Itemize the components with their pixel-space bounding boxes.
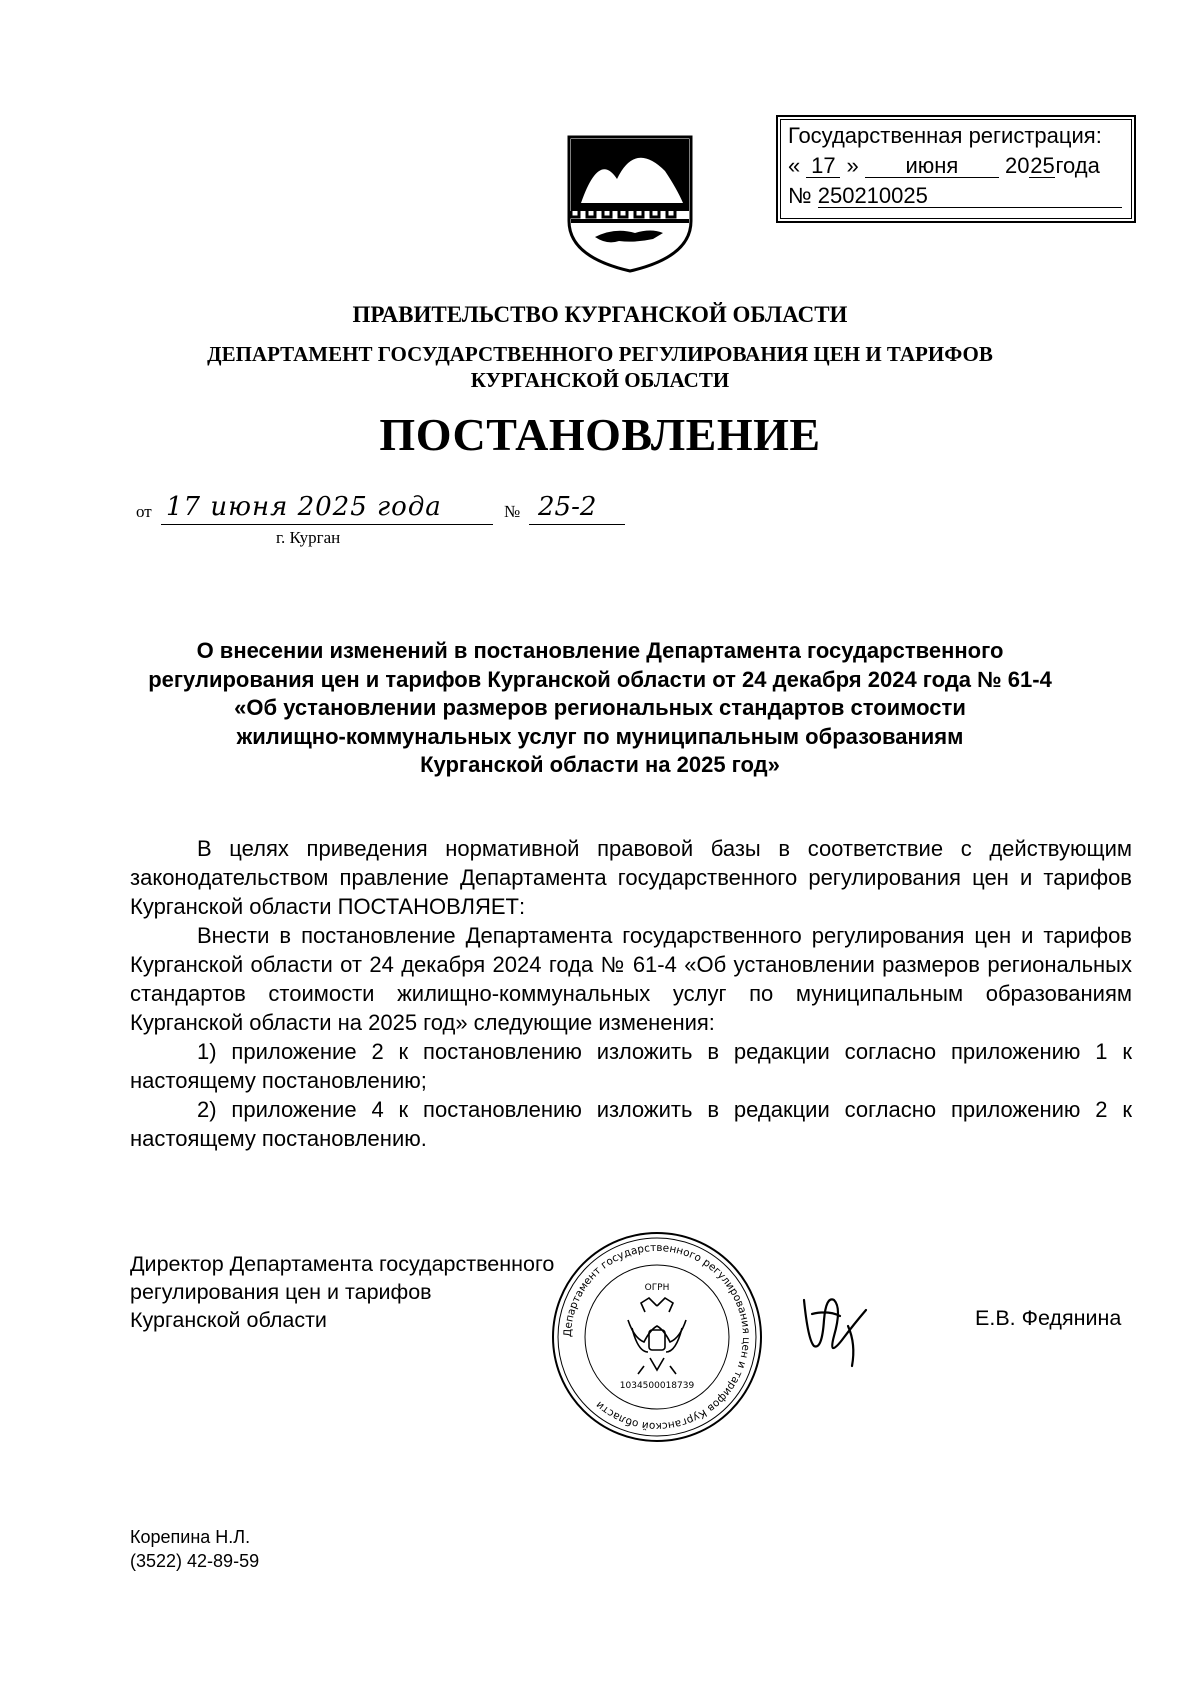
signatory-position-line3: Курганской области	[130, 1308, 327, 1332]
government-title: ПРАВИТЕЛЬСТВО КУРГАНСКОЙ ОБЛАСТИ	[352, 302, 848, 327]
subject-line: «Об установлении размеров региональных стандартов стоимости	[234, 695, 966, 720]
registration-month: июня	[865, 155, 999, 178]
registration-day-open: «	[788, 153, 801, 178]
signatory-position	[130, 1250, 554, 1334]
registration-title: Государственная регистрация:	[788, 123, 1102, 148]
stamp-outer-text: Департамент государственного регулирования цен и тарифов Курганской области	[561, 1241, 753, 1433]
stamp-ogrn-number: 1034500018739	[619, 1381, 695, 1391]
body-paragraph-item-1: 1) приложение 2 к постановлению изложить в редакции согласно приложению 1 к настоящему постановлению;	[130, 1039, 1132, 1093]
city: г. Курган	[276, 528, 341, 547]
subject-line: жилищно-коммунальных услуг по муниципальным образованиям	[236, 723, 964, 749]
date-number-block	[136, 492, 656, 556]
subject-line: О внесении изменений в постановление Департамента государственного	[196, 638, 1004, 663]
document-body	[130, 834, 1132, 1153]
body-paragraph-item-2: 2) приложение 4 к постановлению изложить в редакции согласно приложению 2 к настоящему постановлению.	[130, 1097, 1132, 1151]
registration-box	[776, 115, 1136, 223]
eagle-emblem-icon	[628, 1298, 686, 1374]
signatory-name: Е.В. Федянина	[975, 1306, 1122, 1330]
registration-year-suffix: 25	[1030, 153, 1055, 178]
handwritten-doc-number: 25-2	[538, 492, 597, 522]
official-stamp-icon	[548, 1228, 766, 1446]
signatory-position-line1: Директор Департамента государственного	[130, 1252, 555, 1276]
executor-phone: (3522) 42-89-59	[130, 1551, 260, 1571]
document-subject	[120, 637, 1080, 780]
body-paragraph-resolution: Внести в постановление Департамента государственного регулирования цен и тарифов Курганской области от 24 декабря 2024 года № 61-4 «Об установлении размеров региональных стандартов стоимости жилищно-коммунальных услуг по муниципальным образованиям Курганской области на 2025 год» следующие изменения:	[130, 923, 1132, 1035]
handwritten-signature-icon	[788, 1280, 880, 1370]
handwritten-date: 17 июня 2025 года	[166, 492, 442, 522]
svg-text:Департамент государственного р	[562, 1242, 752, 1432]
registration-day: 17	[806, 155, 840, 178]
registration-number-row	[788, 183, 1126, 209]
document-type: ПОСТАНОВЛЕНИЕ	[379, 409, 821, 460]
department-title	[0, 341, 1200, 393]
signatory-position-line2: регулирования цен и тарифов	[130, 1280, 432, 1304]
registration-number: 250210025	[818, 185, 1122, 208]
registration-date	[788, 153, 1126, 179]
department-title-line1: ДЕПАРТАМЕНТ ГОСУДАРСТВЕННОГО РЕГУЛИРОВАНИЯ ЦЕН И ТАРИФОВ	[207, 342, 993, 366]
date-from-label: от	[136, 502, 152, 521]
date-underline	[161, 524, 493, 525]
registration-day-close: »	[846, 153, 859, 178]
doc-number-label: №	[504, 502, 521, 521]
registration-year-prefix: 20	[1005, 153, 1030, 178]
registration-year-word: года	[1055, 153, 1100, 178]
stamp-ogrn-label: ОГРН	[644, 1283, 670, 1293]
coat-of-arms-icon	[565, 133, 695, 273]
executor-name: Корепина Н.Л.	[130, 1527, 251, 1547]
registration-number-label: №	[788, 183, 812, 208]
body-paragraph-preamble: В целях приведения нормативной правовой базы в соответствие с действующим законодательством правление Департамента государственного регулирования цен и тарифов Курганской области ПОСТАНОВЛЯЕТ:	[130, 836, 1132, 919]
subject-line: Курганской области на 2025 год»	[420, 752, 780, 777]
executor-info	[130, 1525, 259, 1573]
department-title-line2: КУРГАНСКОЙ ОБЛАСТИ	[470, 368, 730, 392]
subject-line: регулирования цен и тарифов Курганской области от 24 декабря 2024 года № 61-4	[148, 666, 1052, 692]
doc-number-underline	[529, 524, 625, 525]
